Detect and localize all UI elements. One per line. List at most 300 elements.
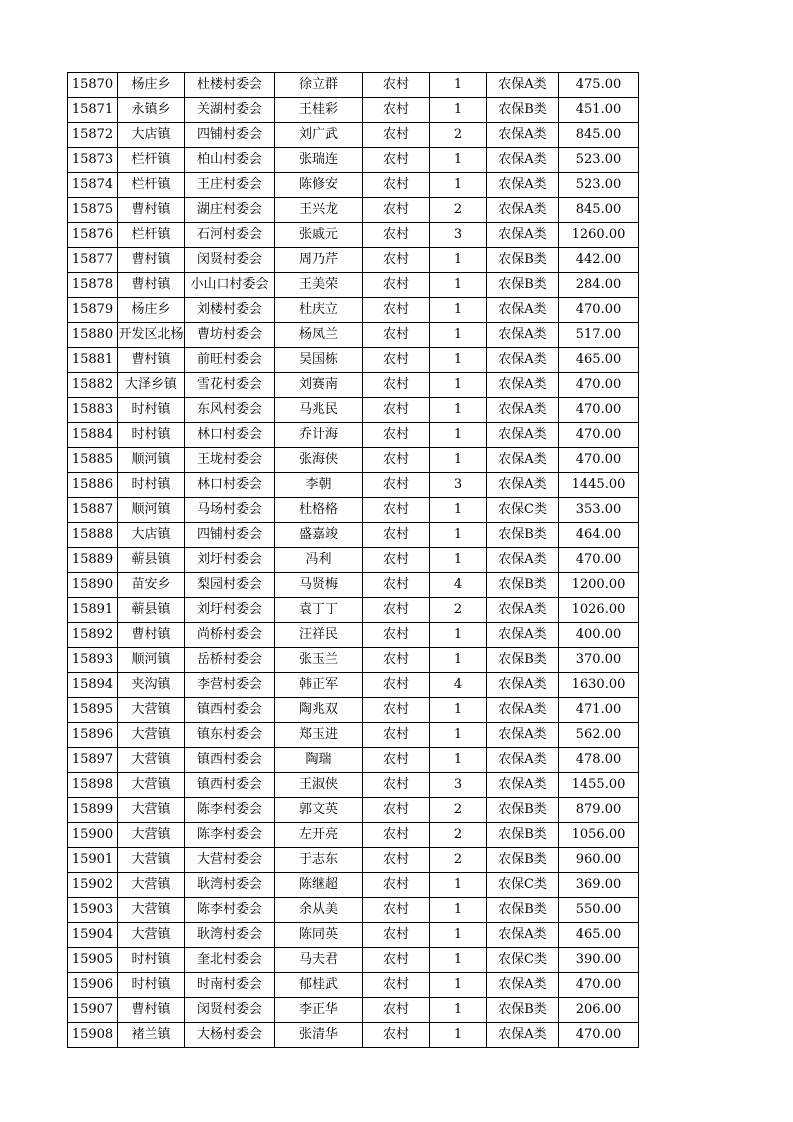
town-cell: 大泽乡镇	[118, 373, 185, 398]
name-cell: 王桂彩	[275, 98, 363, 123]
count-cell: 1	[430, 448, 487, 473]
amount-cell: 1630.00	[559, 673, 639, 698]
amount-cell: 562.00	[559, 723, 639, 748]
category-cell: 农保A类	[487, 698, 559, 723]
category-cell: 农保A类	[487, 773, 559, 798]
category-cell: 农保B类	[487, 823, 559, 848]
town-cell: 大营镇	[118, 798, 185, 823]
category-cell: 农保A类	[487, 198, 559, 223]
count-cell: 1	[430, 973, 487, 998]
category-cell: 农保A类	[487, 723, 559, 748]
count-cell: 1	[430, 423, 487, 448]
table-row	[68, 423, 639, 448]
name-cell: 乔计海	[275, 423, 363, 448]
amount-cell: 284.00	[559, 273, 639, 298]
name-cell: 周乃芹	[275, 248, 363, 273]
table-row	[68, 123, 639, 148]
town-cell: 杨庄乡	[118, 298, 185, 323]
row-id-cell: 15890	[68, 573, 118, 598]
category-cell: 农保A类	[487, 173, 559, 198]
count-cell: 1	[430, 648, 487, 673]
category-cell: 农保C类	[487, 498, 559, 523]
category-cell: 农保A类	[487, 323, 559, 348]
table-row	[68, 473, 639, 498]
amount-cell: 470.00	[559, 548, 639, 573]
area-cell: 农村	[363, 173, 430, 198]
area-cell: 农村	[363, 473, 430, 498]
town-cell: 曹村镇	[118, 348, 185, 373]
village-cell: 耿湾村委会	[185, 923, 275, 948]
table-row	[68, 548, 639, 573]
village-cell: 镇西村委会	[185, 748, 275, 773]
table-row	[68, 98, 639, 123]
category-cell: 农保C类	[487, 873, 559, 898]
area-cell: 农村	[363, 773, 430, 798]
row-id-cell: 15885	[68, 448, 118, 473]
amount-cell: 471.00	[559, 698, 639, 723]
village-cell: 李营村委会	[185, 673, 275, 698]
area-cell: 农村	[363, 423, 430, 448]
category-cell: 农保B类	[487, 523, 559, 548]
town-cell: 大营镇	[118, 773, 185, 798]
name-cell: 王兴龙	[275, 198, 363, 223]
category-cell: 农保A类	[487, 148, 559, 173]
amount-cell: 845.00	[559, 123, 639, 148]
area-cell: 农村	[363, 848, 430, 873]
category-cell: 农保B类	[487, 273, 559, 298]
amount-cell: 478.00	[559, 748, 639, 773]
area-cell: 农村	[363, 973, 430, 998]
area-cell: 农村	[363, 248, 430, 273]
village-cell: 刘圩村委会	[185, 548, 275, 573]
area-cell: 农村	[363, 723, 430, 748]
category-cell: 农保A类	[487, 423, 559, 448]
count-cell: 1	[430, 548, 487, 573]
area-cell: 农村	[363, 73, 430, 98]
table-row	[68, 673, 639, 698]
village-cell: 镇西村委会	[185, 698, 275, 723]
table-row	[68, 973, 639, 998]
area-cell: 农村	[363, 748, 430, 773]
row-id-cell: 15908	[68, 1023, 118, 1048]
name-cell: 王淑侠	[275, 773, 363, 798]
village-cell: 大杨村委会	[185, 1023, 275, 1048]
count-cell: 3	[430, 473, 487, 498]
name-cell: 盛嘉竣	[275, 523, 363, 548]
category-cell: 农保A类	[487, 348, 559, 373]
village-cell: 闵贤村委会	[185, 998, 275, 1023]
amount-cell: 1056.00	[559, 823, 639, 848]
town-cell: 时村镇	[118, 948, 185, 973]
village-cell: 陈李村委会	[185, 798, 275, 823]
table-row	[68, 73, 639, 98]
village-cell: 雪花村委会	[185, 373, 275, 398]
name-cell: 余从美	[275, 898, 363, 923]
village-cell: 前旺村委会	[185, 348, 275, 373]
town-cell: 顺河镇	[118, 448, 185, 473]
area-cell: 农村	[363, 898, 430, 923]
data-table	[67, 72, 639, 1048]
row-id-cell: 15901	[68, 848, 118, 873]
town-cell: 大店镇	[118, 123, 185, 148]
village-cell: 镇东村委会	[185, 723, 275, 748]
name-cell: 韩正军	[275, 673, 363, 698]
table-row	[68, 773, 639, 798]
village-cell: 柏山村委会	[185, 148, 275, 173]
amount-cell: 353.00	[559, 498, 639, 523]
table-row	[68, 898, 639, 923]
count-cell: 2	[430, 123, 487, 148]
category-cell: 农保B类	[487, 248, 559, 273]
amount-cell: 517.00	[559, 323, 639, 348]
table-row	[68, 223, 639, 248]
town-cell: 大营镇	[118, 898, 185, 923]
name-cell: 陈修安	[275, 173, 363, 198]
name-cell: 马贤梅	[275, 573, 363, 598]
row-id-cell: 15900	[68, 823, 118, 848]
count-cell: 1	[430, 348, 487, 373]
count-cell: 1	[430, 298, 487, 323]
amount-cell: 470.00	[559, 448, 639, 473]
row-id-cell: 15897	[68, 748, 118, 773]
category-cell: 农保A类	[487, 298, 559, 323]
table-row	[68, 398, 639, 423]
village-cell: 王庄村委会	[185, 173, 275, 198]
village-cell: 刘圩村委会	[185, 598, 275, 623]
area-cell: 农村	[363, 673, 430, 698]
table-row	[68, 148, 639, 173]
row-id-cell: 15906	[68, 973, 118, 998]
count-cell: 1	[430, 323, 487, 348]
name-cell: 汪祥民	[275, 623, 363, 648]
row-id-cell: 15905	[68, 948, 118, 973]
amount-cell: 470.00	[559, 1023, 639, 1048]
town-cell: 曹村镇	[118, 623, 185, 648]
area-cell: 农村	[363, 98, 430, 123]
area-cell: 农村	[363, 448, 430, 473]
village-cell: 闵贤村委会	[185, 248, 275, 273]
village-cell: 王垅村委会	[185, 448, 275, 473]
town-cell: 杨庄乡	[118, 73, 185, 98]
town-cell: 时村镇	[118, 973, 185, 998]
count-cell: 4	[430, 573, 487, 598]
town-cell: 褚兰镇	[118, 1023, 185, 1048]
name-cell: 郑玉进	[275, 723, 363, 748]
village-cell: 四铺村委会	[185, 123, 275, 148]
name-cell: 陶兆双	[275, 698, 363, 723]
village-cell: 时南村委会	[185, 973, 275, 998]
village-cell: 陈李村委会	[185, 898, 275, 923]
amount-cell: 879.00	[559, 798, 639, 823]
name-cell: 马兆民	[275, 398, 363, 423]
amount-cell: 470.00	[559, 298, 639, 323]
table-row	[68, 598, 639, 623]
amount-cell: 470.00	[559, 398, 639, 423]
table-row	[68, 273, 639, 298]
category-cell: 农保B类	[487, 648, 559, 673]
name-cell: 杨凤兰	[275, 323, 363, 348]
area-cell: 农村	[363, 148, 430, 173]
area-cell: 农村	[363, 598, 430, 623]
name-cell: 冯利	[275, 548, 363, 573]
row-id-cell: 15875	[68, 198, 118, 223]
row-id-cell: 15895	[68, 698, 118, 723]
town-cell: 大营镇	[118, 848, 185, 873]
name-cell: 李朝	[275, 473, 363, 498]
category-cell: 农保B类	[487, 998, 559, 1023]
area-cell: 农村	[363, 1023, 430, 1048]
count-cell: 4	[430, 673, 487, 698]
name-cell: 张海侠	[275, 448, 363, 473]
table-row	[68, 823, 639, 848]
category-cell: 农保C类	[487, 948, 559, 973]
count-cell: 1	[430, 748, 487, 773]
count-cell: 1	[430, 398, 487, 423]
table-row	[68, 948, 639, 973]
town-cell: 顺河镇	[118, 498, 185, 523]
name-cell: 李正华	[275, 998, 363, 1023]
amount-cell: 1455.00	[559, 773, 639, 798]
row-id-cell: 15891	[68, 598, 118, 623]
village-cell: 镇西村委会	[185, 773, 275, 798]
town-cell: 蕲县镇	[118, 548, 185, 573]
count-cell: 1	[430, 148, 487, 173]
category-cell: 农保A类	[487, 373, 559, 398]
amount-cell: 465.00	[559, 923, 639, 948]
amount-cell: 470.00	[559, 973, 639, 998]
town-cell: 曹村镇	[118, 248, 185, 273]
row-id-cell: 15893	[68, 648, 118, 673]
count-cell: 1	[430, 73, 487, 98]
name-cell: 徐立群	[275, 73, 363, 98]
town-cell: 时村镇	[118, 423, 185, 448]
area-cell: 农村	[363, 398, 430, 423]
amount-cell: 370.00	[559, 648, 639, 673]
count-cell: 1	[430, 898, 487, 923]
amount-cell: 442.00	[559, 248, 639, 273]
amount-cell: 369.00	[559, 873, 639, 898]
area-cell: 农村	[363, 373, 430, 398]
row-id-cell: 15886	[68, 473, 118, 498]
count-cell: 2	[430, 848, 487, 873]
town-cell: 大营镇	[118, 748, 185, 773]
row-id-cell: 15896	[68, 723, 118, 748]
village-cell: 刘楼村委会	[185, 298, 275, 323]
village-cell: 岳桥村委会	[185, 648, 275, 673]
category-cell: 农保A类	[487, 123, 559, 148]
area-cell: 农村	[363, 523, 430, 548]
area-cell: 农村	[363, 923, 430, 948]
count-cell: 3	[430, 773, 487, 798]
row-id-cell: 15898	[68, 773, 118, 798]
town-cell: 曹村镇	[118, 198, 185, 223]
area-cell: 农村	[363, 823, 430, 848]
row-id-cell: 15871	[68, 98, 118, 123]
area-cell: 农村	[363, 873, 430, 898]
table-row	[68, 173, 639, 198]
category-cell: 农保A类	[487, 923, 559, 948]
table-row	[68, 1023, 639, 1048]
town-cell: 苗安乡	[118, 573, 185, 598]
village-cell: 尚桥村委会	[185, 623, 275, 648]
table-row	[68, 723, 639, 748]
name-cell: 王美荣	[275, 273, 363, 298]
category-cell: 农保A类	[487, 448, 559, 473]
row-id-cell: 15877	[68, 248, 118, 273]
row-id-cell: 15878	[68, 273, 118, 298]
row-id-cell: 15902	[68, 873, 118, 898]
amount-cell: 845.00	[559, 198, 639, 223]
name-cell: 左开亮	[275, 823, 363, 848]
area-cell: 农村	[363, 323, 430, 348]
row-id-cell: 15904	[68, 923, 118, 948]
village-cell: 林口村委会	[185, 423, 275, 448]
category-cell: 农保A类	[487, 73, 559, 98]
village-cell: 四铺村委会	[185, 523, 275, 548]
amount-cell: 470.00	[559, 373, 639, 398]
village-cell: 梨园村委会	[185, 573, 275, 598]
table-row	[68, 198, 639, 223]
row-id-cell: 15903	[68, 898, 118, 923]
table-row	[68, 998, 639, 1023]
name-cell: 杜格格	[275, 498, 363, 523]
table-row	[68, 798, 639, 823]
name-cell: 杜庆立	[275, 298, 363, 323]
amount-cell: 1445.00	[559, 473, 639, 498]
category-cell: 农保A类	[487, 673, 559, 698]
category-cell: 农保B类	[487, 798, 559, 823]
amount-cell: 1260.00	[559, 223, 639, 248]
count-cell: 1	[430, 723, 487, 748]
amount-cell: 960.00	[559, 848, 639, 873]
area-cell: 农村	[363, 998, 430, 1023]
row-id-cell: 15870	[68, 73, 118, 98]
count-cell: 1	[430, 623, 487, 648]
name-cell: 刘广武	[275, 123, 363, 148]
row-id-cell: 15907	[68, 998, 118, 1023]
village-cell: 林口村委会	[185, 473, 275, 498]
count-cell: 1	[430, 698, 487, 723]
name-cell: 吴国栋	[275, 348, 363, 373]
amount-cell: 1026.00	[559, 598, 639, 623]
name-cell: 陶瑞	[275, 748, 363, 773]
row-id-cell: 15873	[68, 148, 118, 173]
row-id-cell: 15874	[68, 173, 118, 198]
area-cell: 农村	[363, 298, 430, 323]
village-cell: 关湖村委会	[185, 98, 275, 123]
name-cell: 张清华	[275, 1023, 363, 1048]
area-cell: 农村	[363, 698, 430, 723]
row-id-cell: 15889	[68, 548, 118, 573]
count-cell: 1	[430, 98, 487, 123]
village-cell: 奎北村委会	[185, 948, 275, 973]
name-cell: 马夫君	[275, 948, 363, 973]
amount-cell: 523.00	[559, 148, 639, 173]
town-cell: 顺河镇	[118, 648, 185, 673]
row-id-cell: 15892	[68, 623, 118, 648]
count-cell: 1	[430, 948, 487, 973]
row-id-cell: 15894	[68, 673, 118, 698]
area-cell: 农村	[363, 273, 430, 298]
table-row	[68, 623, 639, 648]
village-cell: 东风村委会	[185, 398, 275, 423]
category-cell: 农保B类	[487, 98, 559, 123]
town-cell: 大营镇	[118, 923, 185, 948]
town-cell: 大店镇	[118, 523, 185, 548]
area-cell: 农村	[363, 948, 430, 973]
row-id-cell: 15872	[68, 123, 118, 148]
row-id-cell: 15884	[68, 423, 118, 448]
category-cell: 农保A类	[487, 623, 559, 648]
village-cell: 湖庄村委会	[185, 198, 275, 223]
area-cell: 农村	[363, 348, 430, 373]
category-cell: 农保A类	[487, 223, 559, 248]
amount-cell: 523.00	[559, 173, 639, 198]
count-cell: 1	[430, 923, 487, 948]
category-cell: 农保A类	[487, 1023, 559, 1048]
amount-cell: 400.00	[559, 623, 639, 648]
row-id-cell: 15888	[68, 523, 118, 548]
count-cell: 1	[430, 523, 487, 548]
area-cell: 农村	[363, 648, 430, 673]
table-row	[68, 923, 639, 948]
town-cell: 栏杆镇	[118, 223, 185, 248]
town-cell: 大营镇	[118, 873, 185, 898]
count-cell: 2	[430, 823, 487, 848]
category-cell: 农保B类	[487, 848, 559, 873]
table-row	[68, 298, 639, 323]
row-id-cell: 15879	[68, 298, 118, 323]
village-cell: 耿湾村委会	[185, 873, 275, 898]
area-cell: 农村	[363, 198, 430, 223]
amount-cell: 1200.00	[559, 573, 639, 598]
count-cell: 1	[430, 273, 487, 298]
amount-cell: 390.00	[559, 948, 639, 973]
category-cell: 农保B类	[487, 573, 559, 598]
town-cell: 大营镇	[118, 698, 185, 723]
row-id-cell: 15887	[68, 498, 118, 523]
row-id-cell: 15880	[68, 323, 118, 348]
count-cell: 2	[430, 598, 487, 623]
village-cell: 小山口村委会	[185, 273, 275, 298]
table-row	[68, 523, 639, 548]
town-cell: 蕲县镇	[118, 598, 185, 623]
name-cell: 张玉兰	[275, 648, 363, 673]
town-cell: 时村镇	[118, 398, 185, 423]
village-cell: 大营村委会	[185, 848, 275, 873]
name-cell: 袁丁丁	[275, 598, 363, 623]
category-cell: 农保A类	[487, 598, 559, 623]
area-cell: 农村	[363, 123, 430, 148]
category-cell: 农保A类	[487, 748, 559, 773]
town-cell: 曹村镇	[118, 998, 185, 1023]
name-cell: 郭文英	[275, 798, 363, 823]
area-cell: 农村	[363, 548, 430, 573]
count-cell: 1	[430, 1023, 487, 1048]
amount-cell: 550.00	[559, 898, 639, 923]
town-cell: 栏杆镇	[118, 148, 185, 173]
village-cell: 石河村委会	[185, 223, 275, 248]
town-cell: 时村镇	[118, 473, 185, 498]
area-cell: 农村	[363, 798, 430, 823]
name-cell: 于志东	[275, 848, 363, 873]
table-body	[68, 73, 639, 1048]
area-cell: 农村	[363, 223, 430, 248]
town-cell: 曹村镇	[118, 273, 185, 298]
town-cell: 夹沟镇	[118, 673, 185, 698]
table-row	[68, 873, 639, 898]
amount-cell: 464.00	[559, 523, 639, 548]
